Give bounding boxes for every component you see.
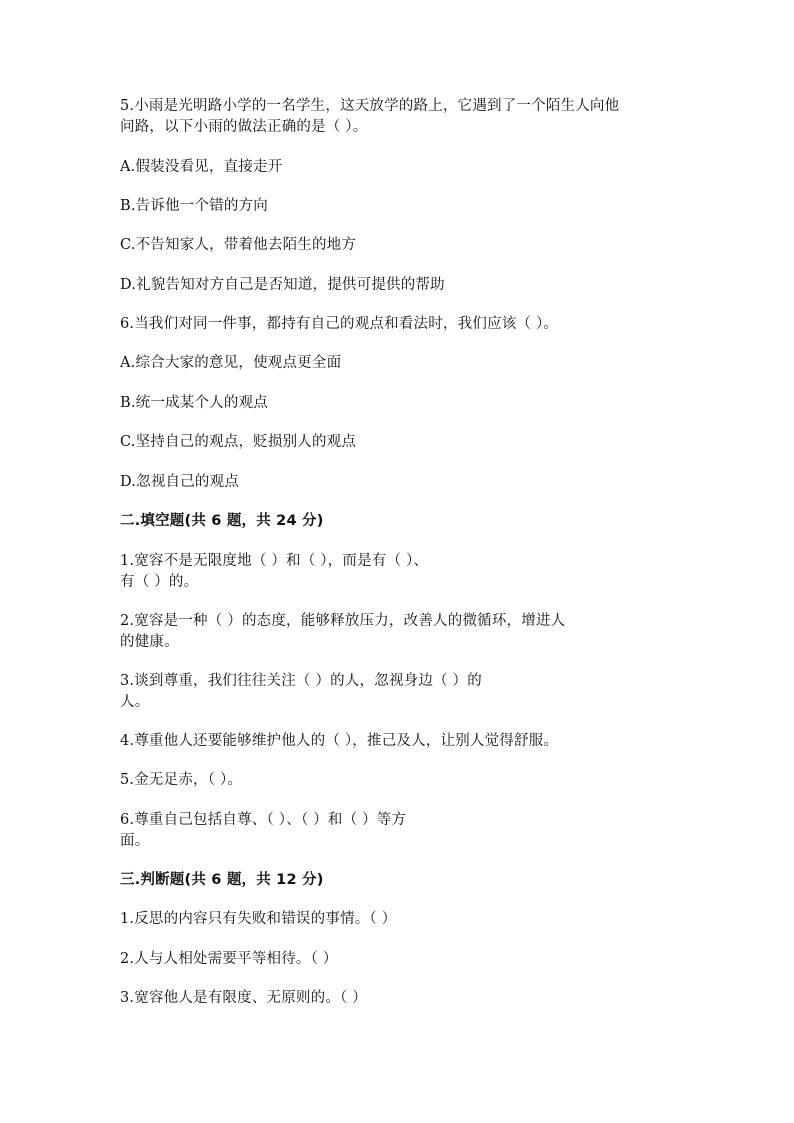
question-6-option-a: A.综合大家的意见，使观点更全面: [120, 355, 342, 371]
fill-item-2-line-2: 的健康。: [120, 634, 179, 650]
question-5-option-b: B.告诉他一个错的方向: [120, 198, 268, 214]
fill-item-4-line-1: 4.尊重他人还要能够维护他人的（ ），推己及人，让别人觉得舒服。: [120, 733, 559, 749]
fill-item-3-line-2: 人。: [120, 694, 150, 710]
fill-item-2-line-1: 2.宽容是一种（ ）的态度，能够释放压力，改善人的微循环，增进人: [120, 613, 566, 629]
fill-item-1-line-2: 有（ ）的。: [120, 574, 199, 590]
judge-item-2: 2.人与人相处需要平等相待。（ ）: [120, 951, 338, 967]
question-5-option-d: D.礼貌告知对方自己是否知道，提供可提供的帮助: [120, 277, 445, 293]
question-5-line-1: 5.小雨是光明路小学的一名学生，这天放学的路上，它遇到了一个陌生人向他: [120, 98, 620, 114]
question-6-option-c: C.坚持自己的观点，贬损别人的观点: [120, 434, 357, 450]
fill-item-6-line-2: 面。: [120, 833, 150, 849]
fill-item-3-line-1: 3.谈到尊重，我们往往关注（ ）的人，忽视身边（ ）的: [120, 673, 482, 689]
question-6-option-d: D.忽视自己的观点: [120, 474, 240, 490]
question-5-line-2: 问路，以下小雨的做法正确的是（ ）。: [120, 119, 368, 135]
fill-item-1-line-1: 1.宽容不是无限度地（ ）和（ ），而是有（ ）、: [120, 553, 429, 569]
section-3-title: 三.判断题(共 6 题，共 12 分): [120, 872, 324, 888]
question-5-option-a: A.假装没看见，直接走开: [120, 159, 283, 175]
question-6-line-1: 6.当我们对同一件事，都持有自己的观点和看法时，我们应该（ ）。: [120, 316, 559, 332]
judge-item-3: 3.宽容他人是有限度、无原则的。（ ）: [120, 990, 367, 1006]
fill-item-5-line-1: 5.金无足赤，（ ）。: [120, 772, 243, 788]
section-2-title: 二.填空题(共 6 题，共 24 分): [120, 513, 324, 529]
question-6-option-b: B.统一成某个人的观点: [120, 395, 268, 411]
judge-item-1: 1.反思的内容只有失败和错误的事情。（ ）: [120, 911, 397, 927]
fill-item-6-line-1: 6.尊重自己包括自尊、（ ）、（ ）和（ ）等方: [120, 812, 407, 828]
question-5-option-c: C.不告知家人，带着他去陌生的地方: [120, 237, 357, 253]
